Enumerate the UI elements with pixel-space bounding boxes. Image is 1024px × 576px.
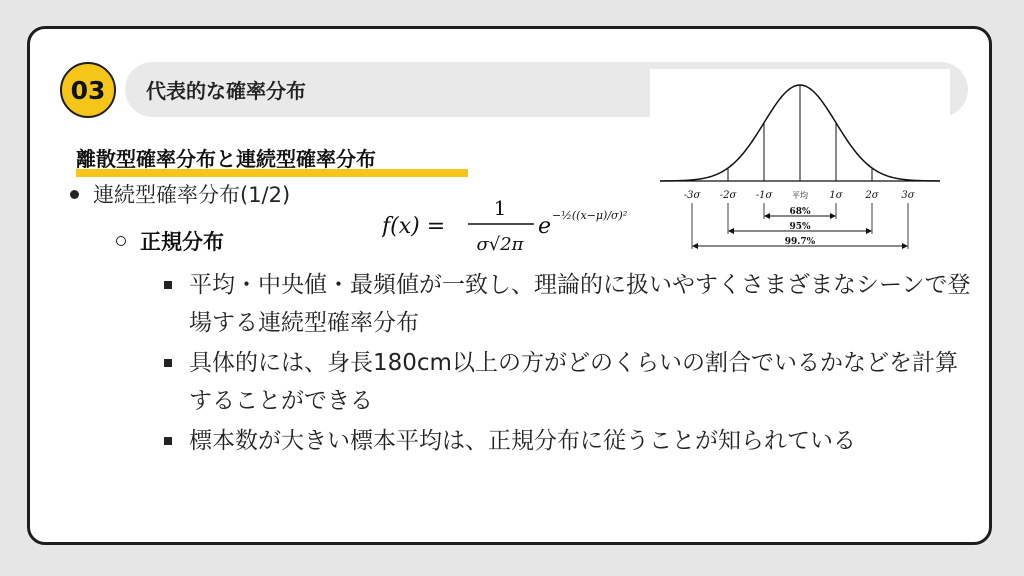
arrowhead-icon — [902, 243, 908, 249]
bullet-item — [165, 266, 975, 342]
formula-base: e — [538, 214, 552, 239]
sigma-lines — [728, 85, 872, 181]
formula-lhs: f(x) = — [382, 214, 446, 239]
bullet-item-text: 具体的には、身長180cm以上の方がどのくらいの割合でいるかなどを計算することができる — [189, 350, 958, 414]
sigma-label: -1σ — [755, 190, 773, 201]
bullet-item-text: 平均・中央値・最頻値が一致し、理論的に扱いやすくさまざまなシーンで登場する連続型確率分布 — [189, 272, 971, 336]
bullet-square-icon — [164, 359, 172, 367]
sigma-label: 1σ — [829, 190, 843, 201]
range-label: 95% — [789, 222, 811, 232]
slide-title: 代表的な確率分布 — [146, 79, 306, 103]
sigma-label: -3σ — [683, 190, 701, 201]
bullet-level2-text: 正規分布 — [140, 230, 224, 254]
formula-numerator: 1 — [493, 196, 507, 220]
formula-denominator: σ√2π — [476, 234, 524, 255]
subtitle: 離散型確率分布と連続型確率分布 — [76, 147, 376, 171]
arrowhead-icon — [866, 228, 872, 234]
bell-curve-figure — [650, 69, 950, 253]
bullet-item-text: 標本数が大きい標本平均は、正規分布に従うことが知られている — [189, 428, 856, 454]
bullet-level2 — [116, 226, 224, 256]
range-label: 99.7% — [784, 237, 816, 247]
arrowhead-icon — [692, 243, 698, 249]
bullet-level1 — [70, 179, 290, 209]
bullet-dot-icon — [70, 190, 79, 199]
bullet-item — [165, 344, 975, 420]
arrowhead-icon — [764, 213, 770, 219]
bell-curve-svg — [650, 69, 950, 253]
sigma-label: 3σ — [901, 190, 915, 201]
normal-pdf-formula — [382, 187, 652, 257]
bullet-item — [165, 422, 975, 460]
sigma-label: 2σ — [865, 190, 879, 201]
formula-exponent: −½((x−μ)/σ)² — [552, 209, 628, 222]
bullet-square-icon — [164, 437, 172, 445]
sigma-label: 平均 — [792, 191, 808, 200]
bullet-ring-icon — [116, 236, 126, 246]
arrowhead-icon — [830, 213, 836, 219]
arrowhead-icon — [728, 228, 734, 234]
sigma-label: -2σ — [719, 190, 737, 201]
slide-frame — [27, 26, 992, 545]
section-number-badge: 03 — [60, 62, 116, 118]
bullet-square-icon — [164, 281, 172, 289]
sigma-labels — [684, 190, 916, 201]
bullet-level1-text: 連続型確率分布(1/2) — [93, 183, 291, 207]
range-label: 68% — [789, 207, 811, 217]
